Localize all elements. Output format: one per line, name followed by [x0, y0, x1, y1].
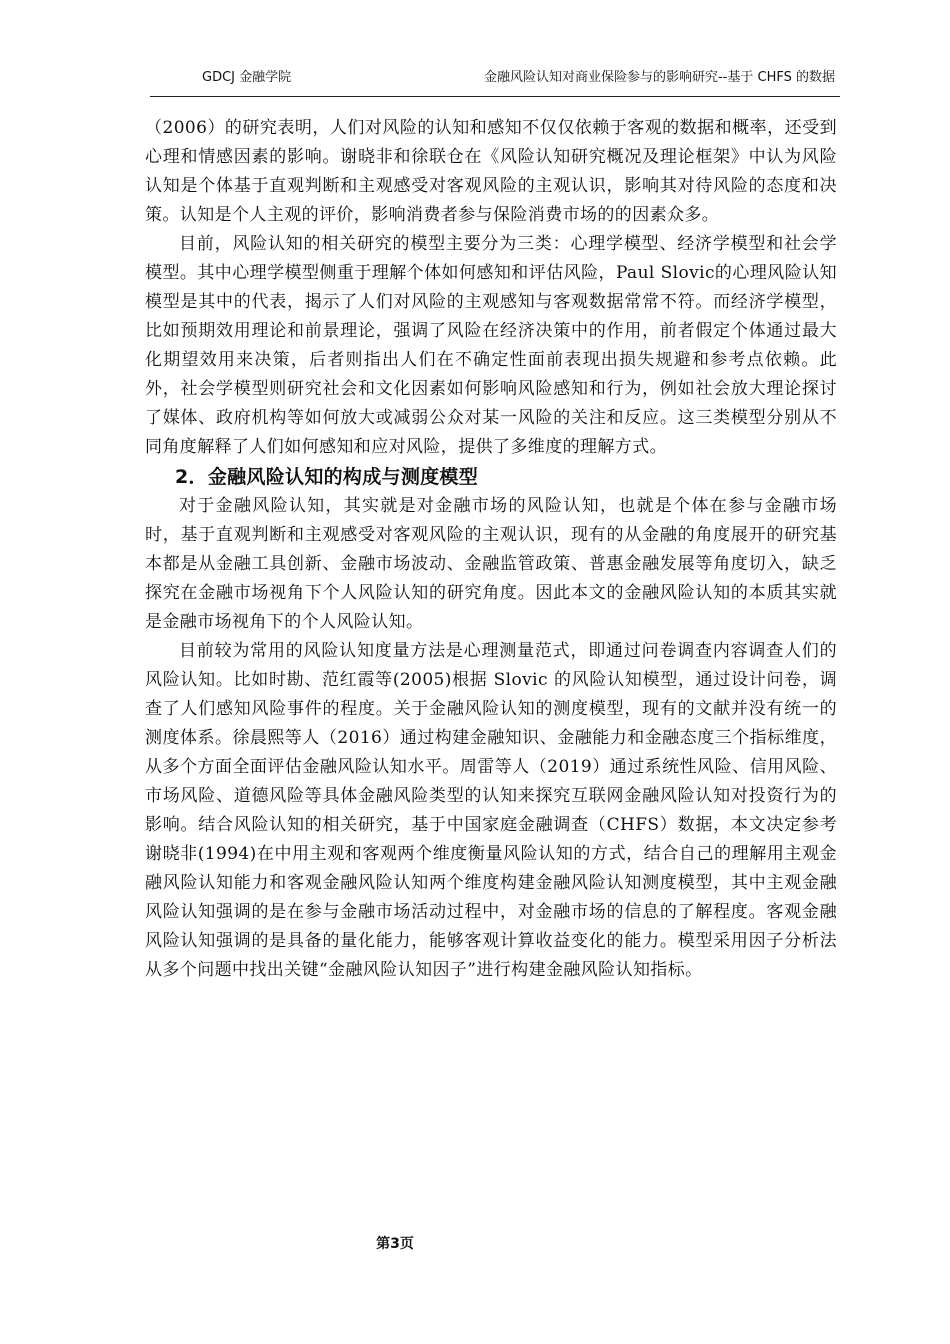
header-divider	[150, 96, 840, 97]
paragraph-continuation: （2006）的研究表明，人们对风险的认知和感知不仅仅依赖于客观的数据和概率，还受到心理和情感因素的影响。谢晓非和徐联仓在《风险认知研究概况及理论框架》中认为风险认知是个体基于直观判断和主观感受对客观风险的主观认识，影响其对待风险的态度和决策。认知是个人主观的评价，影响消费者参与保险消费市场的的因素众多。	[145, 118, 837, 225]
section-heading: 2．金融风险认知的构成与测度模型	[175, 466, 479, 488]
page-body	[145, 114, 837, 985]
page-header	[150, 66, 840, 88]
page-number: 第3页	[376, 1236, 414, 1252]
paragraph-measurement-model: 目前较为常用的风险认知度量方法是心理测量范式，即通过问卷调查内容调查人们的风险认知。比如时勘、范红霞等(2005)根据 Slovic 的风险认知模型，通过设计问卷，调查了人们感知风险事件的程度。关于金融风险认知的测度模型，现有的文献并没有统一的测度体系。徐晨熙等人（2016）通过构建金融知识、金融能力和金融态度三个指标维度，从多个方面全面评估金融风险认知水平。周雷等人（2019）通过系统性风险、信用风险、市场风险、道德风险等具体金融风险类型的认知来探究互联网金融风险认知对投资行为的影响。结合风险认知的相关研究，基于中国家庭金融调查（CHFS）数据，本文决定参考谢晓非(1994)在中用主观和客观两个维度衡量风险认知的方式，结合自己的理解用主观金融风险认知能力和客观金融风险认知两个维度构建金融风险认知测度模型，其中主观金融风险认知强调的是在参与金融市场活动过程中，对金融市场的信息的了解程度。客观金融风险认知强调的是具备的量化能力，能够客观计算收益变化的能力。模型采用因子分析法从多个问题中找出关键“金融风险认知因子”进行构建金融风险认知指标。	[145, 641, 837, 980]
paragraph-risk-models: 目前，风险认知的相关研究的模型主要分为三类：心理学模型、经济学模型和社会学模型。其中心理学模型侧重于理解个体如何感知和评估风险，Paul Slovic的心理风险认知模型是其中的代表，揭示了人们对风险的主观感知与客观数据常常不符。而经济学模型，比如预期效用理论和前景理论，强调了风险在经济决策中的作用，前者假定个体通过最大化期望效用来决策，后者则指出人们在不确定性面前表现出损失规避和参考点依赖。此外，社会学模型则研究社会和文化因素如何影响风险感知和行为，例如社会放大理论探讨了媒体、政府机构等如何放大或减弱公众对某一风险的关注和反应。这三类模型分别从不同角度解释了人们如何感知和应对风险，提供了多维度的理解方式。	[145, 234, 837, 457]
header-institution: GDCJ 金融学院	[202, 70, 292, 85]
paragraph-financial-risk-definition: 对于金融风险认知，其实就是对金融市场的风险认知，也就是个体在参与金融市场时，基于直观判断和主观感受对客观风险的主观认识，现有的从金融的角度展开的研究基本都是从金融工具创新、金融市场波动、金融监管政策、普惠金融发展等角度切入，缺乏探究在金融市场视角下个人风险认知的研究角度。因此本文的金融风险认知的本质其实就是金融市场视角下的个人风险认知。	[145, 496, 837, 632]
header-paper-title: 金融风险认知对商业保险参与的影响研究--基于 CHFS 的数据	[483, 70, 835, 85]
